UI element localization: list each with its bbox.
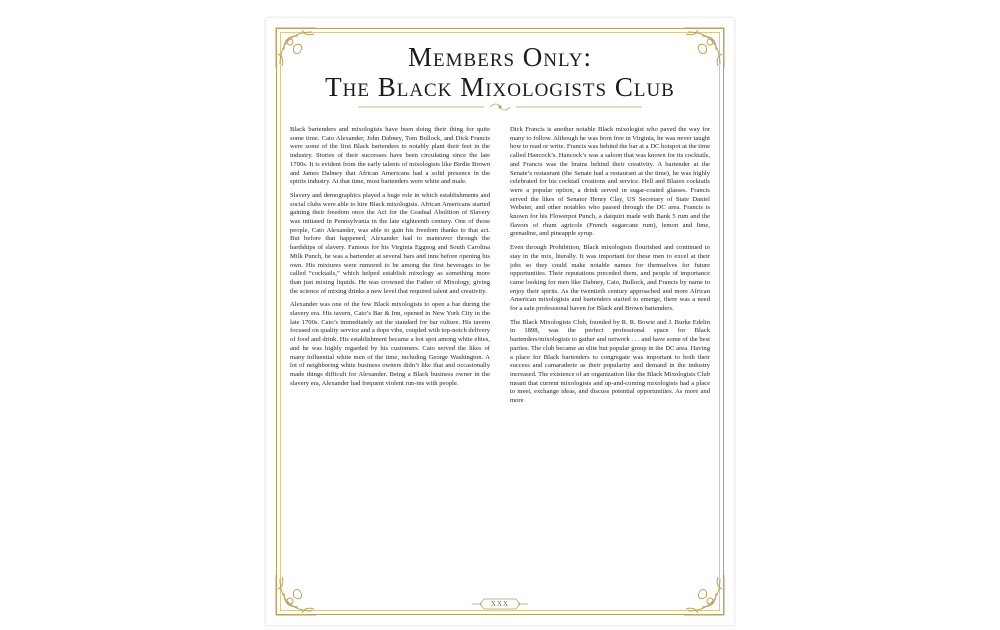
book-page [266, 18, 734, 625]
paragraph: Alexander was one of the few Black mixologists to open a bar during the slavery era. His tavern, Cato’s Bar & Inn, opened in New York City in the late 1700s. Cato’s immediately set the standard for bar culture. His tavern focused on quality service and a dope vibe, coupled with top-notch delivery of food and drink. His establishment became a hot spot among white elites, and he was highly regarded by his customers. Cato served the likes of many influential white men of the time, including George Washington. A lot of neighboring white business owners didn’t like that and occasionally made things difficult for Alexander. Being a Black business owner in the slavery era, Alexander had frequent violent run-ins with people. [290, 301, 490, 387]
corner-ornament-icon [272, 571, 320, 619]
corner-ornament-icon [680, 571, 728, 619]
title-line-2: The Black Mixologists Club [325, 72, 675, 102]
page-title [266, 42, 734, 102]
title-line-1: Members Only: [408, 42, 592, 72]
paragraph: Even through Prohibition, Black mixologists flourished and continued to stay in the mix, literally. It was important for these men to excel at their jobs so they could make notable names for themselves for future opportunities. Their reputations preceded them, and people of importance came looking for men like Dabney, Cato, Bullock, and Francis by name to enjoy their spirits. As the twentieth century approached and more African American mixologists and bartenders started to emerge, there was a need for a safe professional haven for Black and Brown bartenders. [510, 244, 710, 313]
page-number [470, 597, 530, 611]
paragraph: Black bartenders and mixologists have been doing their thing for quite some time. Cato Alexander, John Dabney, Tom Bullock, and Dick Francis were some of the first Black bartenders to notably plant their feet in the industry. Stories of their successes have been circulating since the late 1700s. It is evident from the early talents of mixologists like Birdie Brown and James Dabney that African Americans had a solid presence in the spirits industry. At that time, most bartenders were white and male. [290, 126, 490, 186]
article-body [290, 126, 710, 566]
paragraph: Dick Francis is another notable Black mixologist who paved the way for many to follow. Although he was born free in Virginia, he was never taught how to read or write. Francis was behind the bar at a DC hotspot at the time called Hancock’s. Hancock’s was a saloon that was known for its cocktails, and Francis was the brains behind their creativity. A bartender at the Senate’s restaurant (the Senate had a restaurant at the time), he was highly celebrated for his cocktail creations and service. Hell and Blazes cocktails were a popular option, a drink served in sugar-coated glasses. Francis served the likes of Senator Henry Clay, US Secretary of State Daniel Webster, and other notables who passed through the DC area. Francis is known for his Flowerpot Punch, a daiquiri made with Bank 5 rum and the flavors of rhum agricole (French sugarcane rum), lemon and lime, grenadine, and pineapple syrup. [510, 126, 710, 238]
paragraph: The Black Mixologists Club, founded by R. R. Bowie and J. Burke Edelin in 1898, was the perfect professional space for Black bartenders/mixologists to gather and network . . . and have some of the best parties. The club became an elite but popular group in the DC area. Having a place for Black bartenders to congregate was important to both their success and camaraderie as their popularity and demand in the industry increased. The existence of an organization like the Black Mixologists Club meant that current mixologists and up-and-coming mixologists had a place to meet, exchange ideas, and discuss potential opportunities. As more and more [510, 318, 710, 405]
text-column-right [510, 126, 710, 566]
text-column-left [290, 126, 490, 566]
title-divider-icon [358, 103, 642, 111]
paragraph: Slavery and demographics played a huge role in which establishments and social clubs were able to hire Black mixologists. African Americans started gaining their freedom once the Act for the Gradual Abolition of Slavery was initiated in Pennsylvania in the late eighteenth century. One of those people, Cato Alexander, was able to gain his freedom thanks to that act. But before that happened, Alexander had to maneuver through the hardships of slavery. Famous for his Virginia Eggnog and South Carolina Milk Punch, he was a bartender at several bars and inns before opening his own. His mixtures were rumored to be among the first beverages to be called “cocktails,” which helped establish mixology as something more than just mixing liquids. He was crowned the Father of Mixology, giving the science of mixing drinks a new level that required talent and creativity. [290, 191, 490, 295]
page-number-label: XXX [488, 600, 512, 608]
